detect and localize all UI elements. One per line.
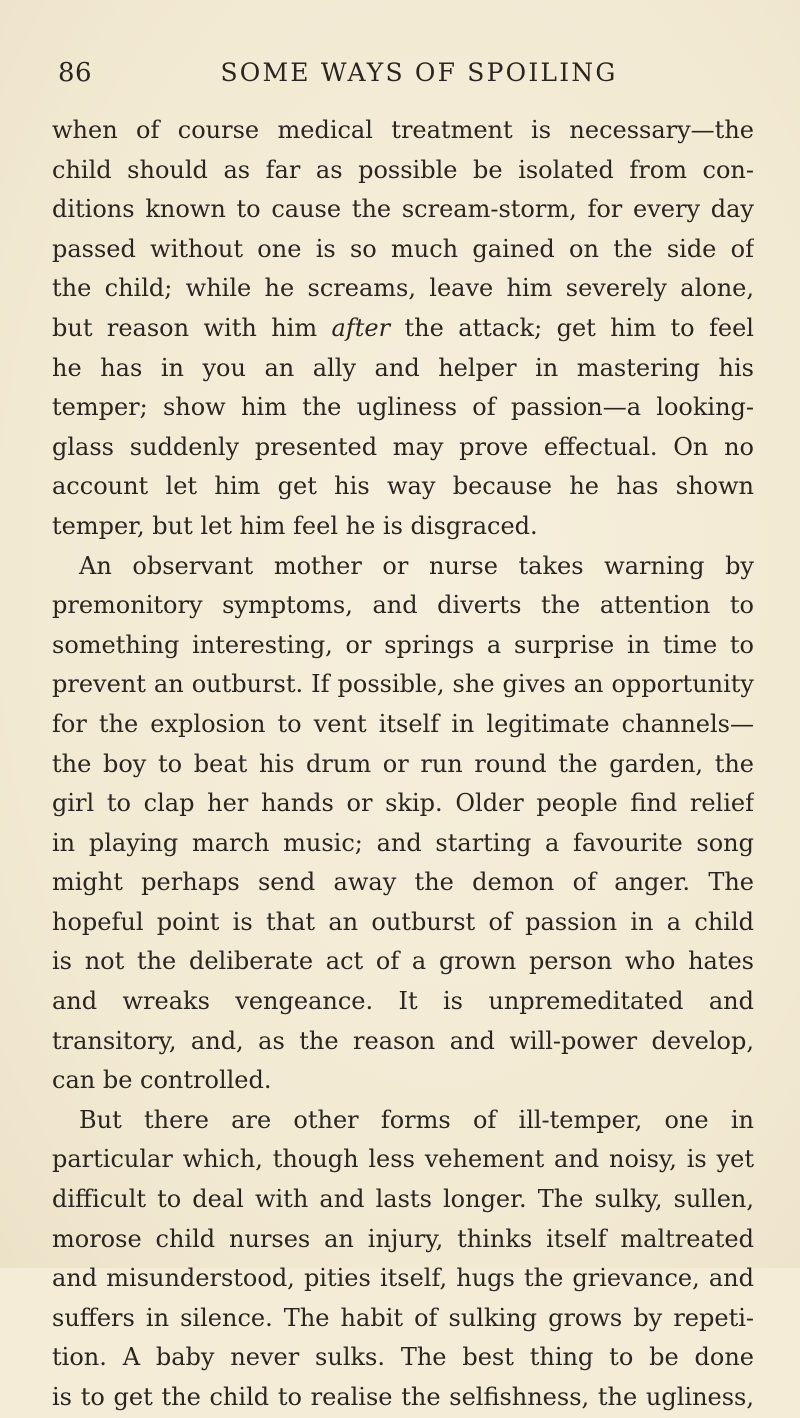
text-line: [52, 309, 754, 349]
text-line: can be controlled.: [52, 1066, 272, 1095]
page-number: 86: [58, 58, 93, 88]
text-line: temper, but let him feel he is disgraced.: [52, 511, 538, 540]
text-segment: but reason with him: [52, 313, 318, 342]
page-header: [58, 58, 740, 98]
text-line: ditions known to cause the scream-storm, for every day: [52, 195, 754, 224]
text-line: in playing march music; and starting a favourite song: [52, 828, 754, 857]
running-head: SOME WAYS OF SPOILING: [220, 58, 618, 87]
text-line: and misunderstood, pities itself, hugs the grievance, and: [52, 1264, 754, 1293]
text-line: suffers in silence. The habit of sulking grows by repeti-: [52, 1303, 754, 1332]
text-line: tion. A baby never sulks. The best thing to be done: [52, 1343, 754, 1372]
text-line: something interesting, or springs a surprise in time to: [52, 630, 754, 659]
text-line: morose child nurses an injury, thinks itself maltreated: [52, 1224, 754, 1253]
text-line: particular which, though less vehement and noisy, is yet: [52, 1145, 754, 1174]
text-line: hopeful point is that an outburst of passion in a child: [52, 907, 754, 936]
text-line: prevent an outburst. If possible, she gives an opportunity: [52, 670, 754, 699]
text-line: glass suddenly presented may prove effectual. On no: [52, 432, 754, 461]
text-line: premonitory symptoms, and diverts the attention to: [52, 591, 754, 620]
text-line: girl to clap her hands or skip. Older people find relief: [52, 789, 754, 818]
text-line: and wreaks vengeance. It is unpremeditated and: [52, 987, 754, 1016]
text-line: But there are other forms of ill-temper, one in: [79, 1105, 754, 1134]
body-text: [52, 111, 754, 1418]
text-line: is not the deliberate act of a grown person who hates: [52, 947, 754, 976]
text-line: is to get the child to realise the selfishness, the ugliness,: [52, 1383, 754, 1411]
text-line: account let him get his way because he has shown: [52, 472, 754, 501]
text-line: difficult to deal with and lasts longer. The sulky, sullen,: [52, 1185, 754, 1214]
emphasis-text: after: [331, 313, 391, 342]
text-line: might perhaps send away the demon of anger. The: [52, 868, 754, 897]
text-line: when of course medical treatment is necessary—the: [52, 116, 754, 144]
text-line: child should as far as possible be isolated from con-: [52, 155, 754, 184]
text-line: transitory, and, as the reason and will-power develop,: [52, 1026, 754, 1055]
text-line: the child; while he screams, leave him severely alone,: [52, 274, 754, 303]
text-line: An observant mother or nurse takes warning by: [79, 551, 754, 580]
text-line: passed without one is so much gained on the side of: [52, 234, 754, 263]
text-line: temper; show him the ugliness of passion—a looking-: [52, 393, 754, 422]
text-line: he has in you an ally and helper in mastering his: [52, 353, 754, 382]
text-segment: the attack; get him to feel: [404, 313, 754, 342]
text-line: for the explosion to vent itself in legitimate channels—: [52, 709, 754, 738]
text-line: the boy to beat his drum or run round the garden, the: [52, 749, 754, 778]
